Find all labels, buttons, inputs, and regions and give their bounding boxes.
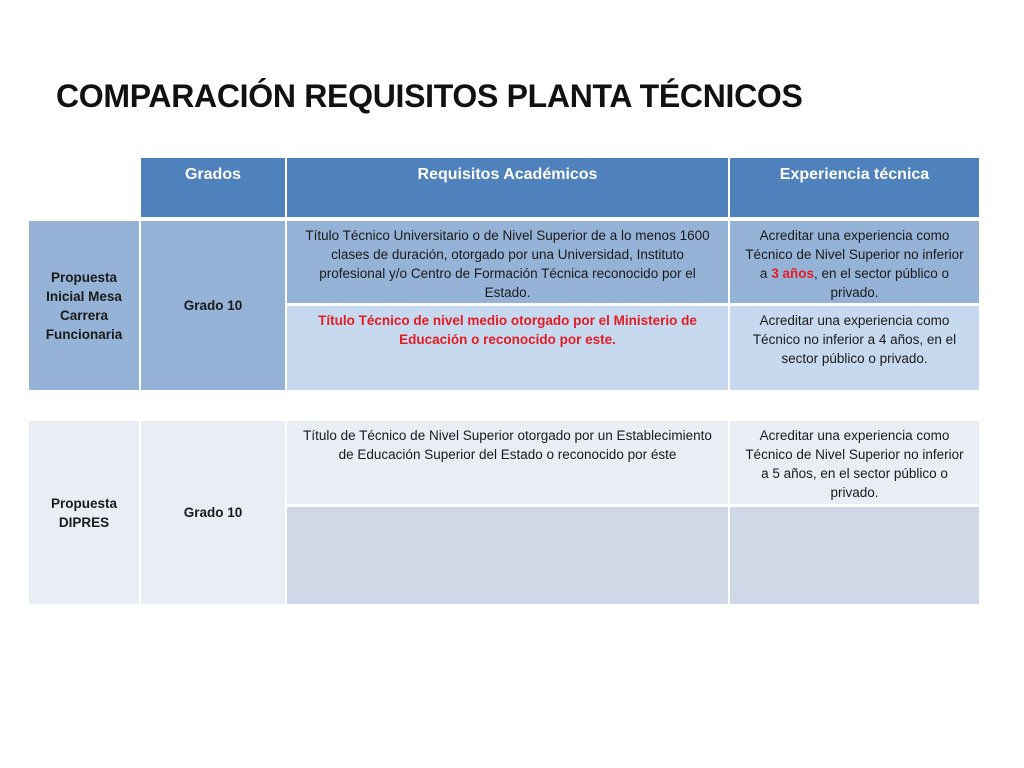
propuesta-mesa-label: Propuesta Inicial Mesa Carrera Funcionaria: [29, 221, 139, 390]
dipres-grado: Grado 10: [141, 421, 285, 604]
header-experiencia: [730, 158, 979, 217]
slide-title: COMPARACIÓN REQUISITOS PLANTA TÉCNICOS: [56, 78, 803, 114]
mesa-grado: Grado 10: [141, 221, 285, 390]
mesa-row1-exp-post: , en el sector público o privado.: [813, 266, 950, 300]
dipres-row2-experiencia-empty: [730, 507, 979, 604]
header-experiencia-label: Experiencia técnica: [779, 166, 930, 183]
header-grados: [141, 158, 285, 217]
header-requisitos: [287, 158, 728, 217]
dipres-row1-experiencia: Acreditar una experiencia como Técnico de Nivel Superior no inferior a 5 años, en el sector público o privado.: [730, 421, 979, 504]
dipres-row1-requisitos: Título de Técnico de Nivel Superior otorgado por un Establecimiento de Educación Superior del Estado o reconocido por éste: [287, 421, 728, 504]
mesa-row1-exp-pre: Acreditar una experiencia como Técnico de Nivel Superior no inferior a: [745, 228, 964, 281]
header-grados-label: Grados: [184, 166, 241, 183]
mesa-row1-experiencia: [730, 221, 979, 303]
header-requisitos-label: Requisitos Académicos: [417, 166, 598, 183]
mesa-row2-experiencia: Acreditar una experiencia como Técnico no inferior a 4 años, en el sector público o privado.: [730, 306, 979, 390]
mesa-row2-requisitos: Título Técnico de nivel medio otorgado por el Ministerio de Educación o reconocido por este.: [287, 306, 728, 390]
dipres-row2-requisitos-empty: [287, 507, 728, 604]
propuesta-dipres-label: Propuesta DIPRES: [29, 421, 139, 604]
mesa-row1-exp-highlight: 3 años: [771, 266, 814, 281]
mesa-row1-requisitos: Título Técnico Universitario o de Nivel Superior de a lo menos 1600 clases de duración, otorgado por una Universidad, Instituto profesional y/o Centro de Formación Técnica reconocido por el Estado.: [287, 221, 728, 303]
